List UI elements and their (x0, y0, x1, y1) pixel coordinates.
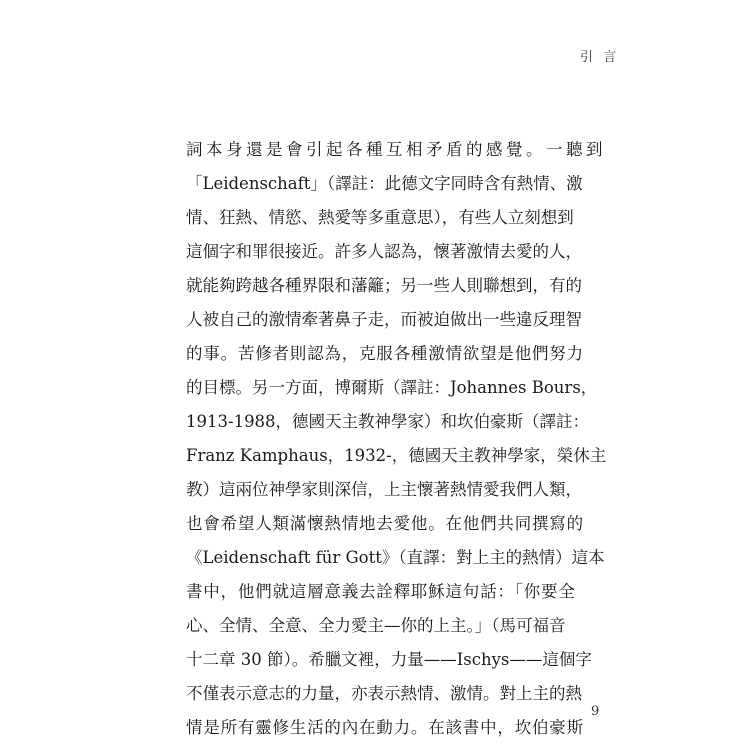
text-line-16: 十二章 30 節）。希臘文裡，力量——Ischys——這個字 (186, 650, 592, 669)
body-text (186, 133, 607, 745)
text-line-15: 心、全情、全意、全力愛主—你的上主。」（馬可福音 (186, 616, 566, 635)
text-line-4: 這個字和罪很接近。許多人認為，懷著激情去愛的人， (186, 242, 582, 261)
text-line-7: 的事。苦修者則認為，克服各種激情欲望是他們努力 (186, 344, 584, 363)
text-line-2: 「Leidenschaft」（譯註：此德文字同時含有熱情、激 (186, 174, 583, 193)
text-line-18: 情是所有靈修生活的內在動力。在該書中，坎伯豪斯 (186, 718, 584, 737)
text-line-8: 的目標。另一方面，博爾斯（譯註：Johannes Bours， (186, 378, 598, 397)
text-line-5: 就能夠跨越各種界限和藩籬；另一些人則聯想到，有的 (186, 276, 582, 295)
text-line-1: 詞本身還是會引起各種互相矛盾的感覺。一聽到 (186, 140, 606, 159)
text-line-3: 情、狂熱、情慾、熱愛等多重意思），有些人立刻想到 (186, 208, 574, 227)
text-line-6: 人被自己的激情牽著鼻子走，而被迫做出一些違反理智 (186, 310, 582, 329)
page-number: 9 (591, 704, 600, 719)
running-head: 引 言 (580, 50, 620, 65)
text-line-10: Franz Kamphaus，1932-，德國天主教神學家，榮休主 (186, 446, 607, 465)
text-line-12: 也會希望人類滿懷熱情地去愛他。在他們共同撰寫的 (186, 514, 584, 533)
text-line-14: 書中，他們就這層意義去詮釋耶穌這句話：「你要全 (186, 582, 576, 601)
text-line-11: 教）這兩位神學家則深信，上主懷著熱情愛我們人類， (186, 480, 582, 499)
text-line-13: 《Leidenschaft für Gott》（直譯：對上主的熱情）這本 (186, 548, 605, 567)
text-line-17: 不僅表示意志的力量，亦表示熱情、激情。對上主的熱 (186, 684, 582, 703)
text-line-9: 1913-1988，德國天主教神學家）和坎伯豪斯（譯註： (186, 412, 590, 431)
